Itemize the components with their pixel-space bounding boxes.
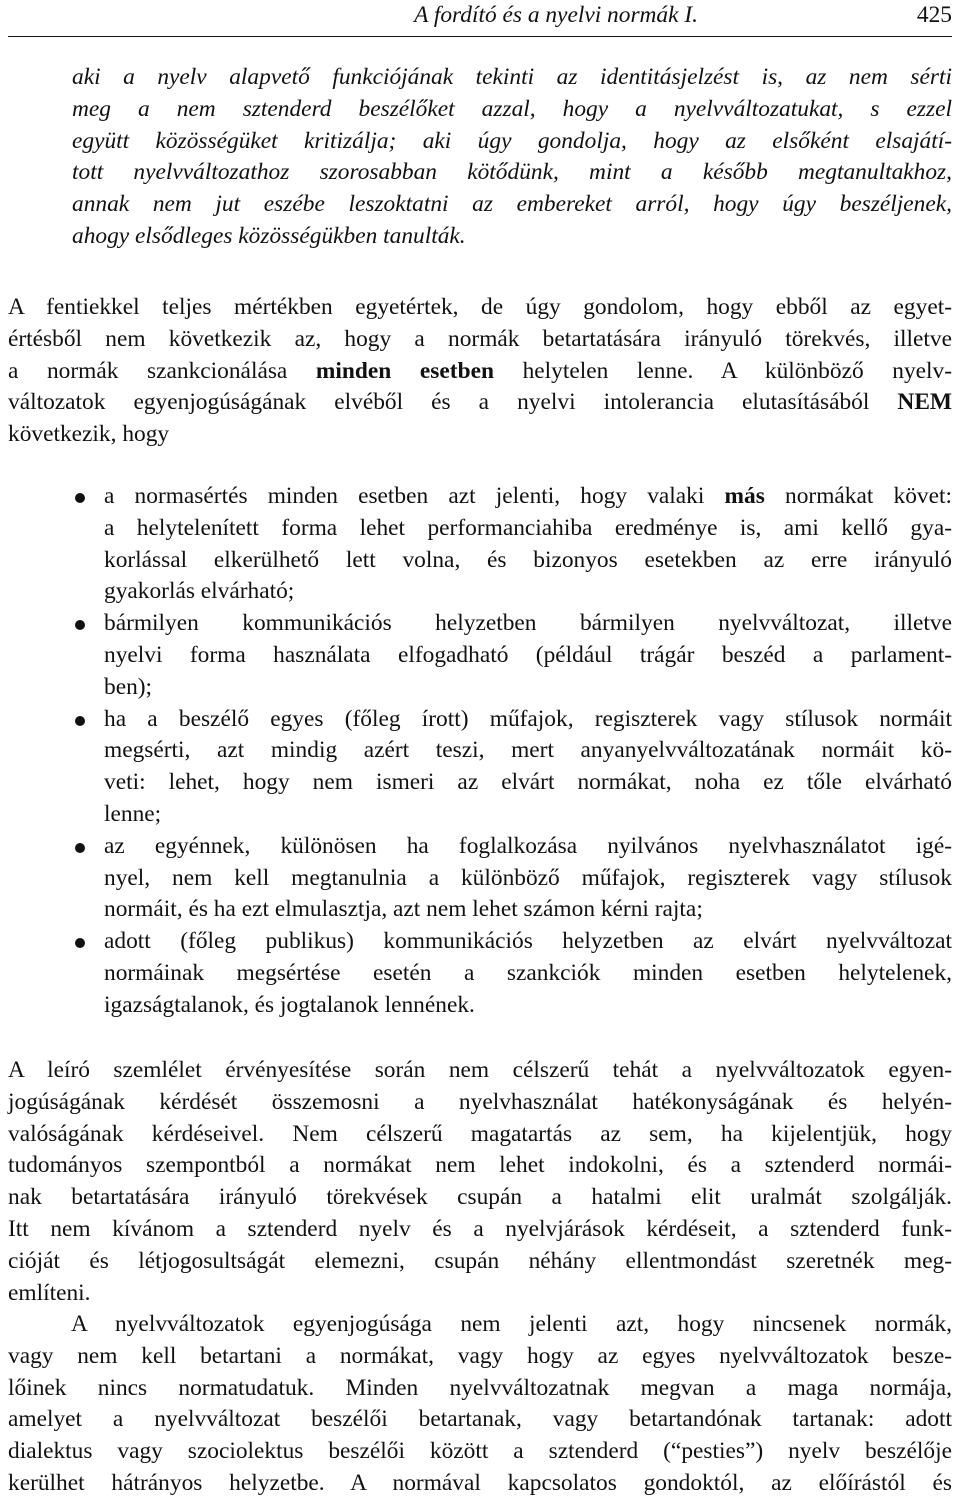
text-line: lőinek nincs normatudatuk. Minden nyelvváltozatnak megvan a maga normája, <box>8 1374 952 1401</box>
text-line: A nyelvváltozatok egyenjogúsága nem jelenti azt, hogy nincsenek normák, <box>71 1311 952 1337</box>
list-item <box>8 831 952 926</box>
bullet-icon <box>75 938 85 948</box>
quote-line: tott nyelvváltozathoz szorosabban kötődünk, mint a később megtanultakhoz, <box>72 159 952 186</box>
bullet-list <box>8 481 952 1022</box>
quote-line: együtt közösségüket kritizálja; aki úgy gondolja, hogy az elsőként elsajátí- <box>72 127 952 154</box>
text-run: a normák szankcionálása <box>8 357 316 384</box>
page-number: 425 <box>916 2 952 28</box>
header-rule <box>8 36 952 37</box>
text-line: kerülhet hátrányos helyzetbe. A normával kapcsolatos gondoktól, az előírástól és <box>8 1469 952 1496</box>
block-quote <box>72 62 952 253</box>
text-line: a helytelenített forma lehet performanciahiba eredménye is, ami kellő gya- <box>104 514 952 541</box>
text-line: Itt nem kívánom a sztenderd nyelv és a nyelvjárások kérdéseit, a sztenderd funk- <box>8 1215 952 1242</box>
text-line <box>8 387 952 419</box>
bullet-icon <box>75 493 85 503</box>
text-line: nak betartatására irányuló törekvések csupán a hatalmi elit uralmát szolgálják. <box>8 1184 952 1211</box>
text-line: valóságának kérdéseivel. Nem célszerű magatartás az sem, ha kijelentjük, hogy <box>8 1120 952 1147</box>
text-line: veti: lehet, hogy nem ismeri az elvárt normákat, noha ez tőle elvárható <box>104 769 952 796</box>
text-line: bármilyen kommunikációs helyzetben bármilyen nyelvváltozat, illetve <box>104 610 952 637</box>
text-line: nyel, nem kell megtanulnia a különböző műfajok, regiszterek vagy stílusok <box>104 864 952 891</box>
bold-emphasis: más <box>724 483 765 509</box>
list-item <box>8 481 952 608</box>
bullet-icon <box>75 716 85 726</box>
text-line <box>104 481 952 513</box>
text-line: ha a beszélő egyes (főleg írott) műfajok, regiszterek vagy stílusok normáit <box>104 705 952 732</box>
text-run: normákat követ: <box>764 483 952 509</box>
text-line: az egyénnek, különösen ha foglalkozása nyilvános nyelvhasználatot igé- <box>104 832 952 859</box>
text-line: vagy nem kell betartani a normákat, vagy hogy az egyes nyelvváltozatok besze- <box>8 1342 952 1369</box>
text-line: normáit, és ha ezt elmulasztja, azt nem lehet számon kérni rajta; <box>104 896 703 923</box>
text-line: dialektus vagy szociolektus beszélői között a sztenderd (“pesties”) nyelv beszélője <box>8 1438 952 1465</box>
text-line: gyakorlás elvárható; <box>104 578 295 605</box>
text-line: jogúságának kérdését összemosni a nyelvhasználat hatékonyságának és helyén- <box>8 1088 952 1115</box>
text-line: lenne; <box>104 800 162 827</box>
quote-line: meg a nem sztenderd beszélőket azzal, hogy a nyelvváltozatukat, s ezzel <box>72 95 952 122</box>
text-line: következik, hogy <box>8 421 170 448</box>
paragraph-3 <box>8 1309 952 1500</box>
list-item <box>8 608 952 703</box>
text-line: korlással elkerülhető lett volna, és bizonyos esetekben az erre irányuló <box>104 546 952 573</box>
text-line: adott (főleg publikus) kommunikációs helyzetben az elvárt nyelvváltozat <box>104 928 952 955</box>
text-line <box>8 356 952 388</box>
text-line: A fentiekkel teljes mértékben egyetértek, de úgy gondolom, hogy ebből az egyet- <box>8 294 952 320</box>
text-line: megsérti, azt mindig azért teszi, mert anyanyelvváltozatának normáit kö- <box>104 737 952 764</box>
text-line: igazságtalanok, és jogtalanok lennének. <box>104 991 475 1018</box>
text-line: nyelvi forma használata elfogadható (például trágár beszéd a parlament- <box>104 641 952 668</box>
text-line: amelyet a nyelvváltozat beszélői betartanak, vagy betartandónak tartanak: adott <box>8 1406 952 1433</box>
running-title: A fordító és a nyelvi normák I. <box>414 2 698 28</box>
text-run: helytelen lenne. A különböző nyelv- <box>493 357 953 384</box>
paragraph-1 <box>8 292 952 451</box>
quote-line: annak nem jut eszébe leszoktatni az embereket arról, hogy úgy beszéljenek, <box>72 191 952 218</box>
text-run: változatok egyenjogúságának elvéből és a nyelvi intolerancia elutasításából <box>8 389 898 416</box>
running-head <box>8 0 952 30</box>
text-line: értésből nem következik az, hogy a normák betartatására irányuló törekvés, illetve <box>8 325 952 352</box>
text-run: a normasértés minden esetben azt jelenti, hogy valaki <box>104 483 725 509</box>
bold-emphasis: NEM <box>897 389 952 416</box>
list-item <box>8 704 952 831</box>
text-line: ben); <box>104 673 153 700</box>
paragraph-2 <box>8 1055 952 1309</box>
quote-line: aki a nyelv alapvető funkciójának tekinti az identitásjelzést is, az nem sérti <box>72 64 952 90</box>
bold-emphasis: minden esetben <box>315 357 494 384</box>
bullet-icon <box>75 843 85 853</box>
bullet-icon <box>75 620 85 630</box>
quote-line: ahogy elsődleges közösségükben tanulták. <box>72 222 466 249</box>
text-line: cióját és létjogosultságát elemezni, csupán néhány ellentmondást szeretnék meg- <box>8 1247 952 1274</box>
text-line: tudományos szempontból a normákat nem lehet indokolni, és a sztenderd normái- <box>8 1152 952 1179</box>
text-line: normáinak megsértése esetén a szankciók minden esetben helytelenek, <box>104 959 952 986</box>
list-item <box>8 926 952 1021</box>
text-line: A leíró szemlélet érvényesítése során nem célszerű tehát a nyelvváltozatok egyen- <box>8 1057 952 1083</box>
text-line: említeni. <box>8 1279 91 1306</box>
